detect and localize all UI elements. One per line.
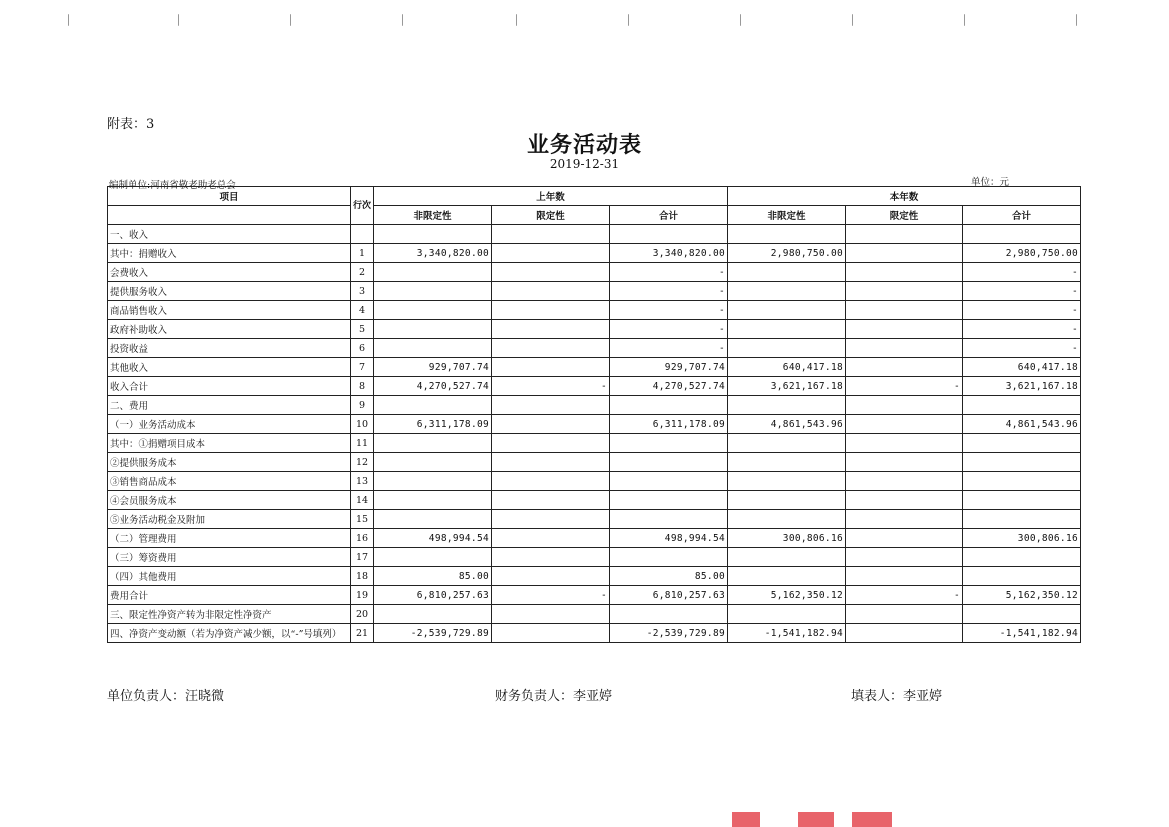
table-row <box>108 415 1081 434</box>
cell-prev-restricted <box>492 491 610 510</box>
table-row <box>108 339 1081 358</box>
row-line-no: 12 <box>351 453 374 472</box>
cell-cur-restricted <box>846 320 963 339</box>
cell-prev-total: -2,539,729.89 <box>610 624 728 643</box>
cell-cur-total <box>963 548 1081 567</box>
cell-prev-total: 6,311,178.09 <box>610 415 728 434</box>
cell-cur-restricted <box>846 605 963 624</box>
header-prev-total: 合计 <box>610 206 728 225</box>
table-row <box>108 491 1081 510</box>
cell-cur-unrestricted <box>728 434 846 453</box>
table-row <box>108 567 1081 586</box>
table-row <box>108 605 1081 624</box>
cell-prev-unrestricted: 3,340,820.00 <box>374 244 492 263</box>
table-row <box>108 301 1081 320</box>
cell-prev-total: 929,707.74 <box>610 358 728 377</box>
cell-prev-total: - <box>610 320 728 339</box>
cell-cur-unrestricted: 3,621,167.18 <box>728 377 846 396</box>
cell-prev-total: 85.00 <box>610 567 728 586</box>
cell-prev-total <box>610 605 728 624</box>
cell-prev-total: 498,994.54 <box>610 529 728 548</box>
cell-cur-unrestricted <box>728 263 846 282</box>
cell-cur-unrestricted <box>728 548 846 567</box>
table-row <box>108 263 1081 282</box>
row-item-label: 提供服务收入 <box>108 282 351 301</box>
row-item-label: 政府补助收入 <box>108 320 351 339</box>
cell-cur-restricted <box>846 472 963 491</box>
cell-prev-total: - <box>610 301 728 320</box>
cell-cur-unrestricted <box>728 396 846 415</box>
header-prev-restricted: 限定性 <box>492 206 610 225</box>
cell-prev-restricted <box>492 320 610 339</box>
row-item-label: （四）其他费用 <box>108 567 351 586</box>
table-row <box>108 529 1081 548</box>
table-row <box>108 548 1081 567</box>
unit-label: 单位：元 <box>971 177 1010 188</box>
cell-prev-unrestricted: 929,707.74 <box>374 358 492 377</box>
cell-cur-total: -1,541,182.94 <box>963 624 1081 643</box>
row-item-label: 费用合计 <box>108 586 351 605</box>
cell-prev-restricted <box>492 244 610 263</box>
header-cur-unrestricted: 非限定性 <box>728 206 846 225</box>
header-prev-unrestricted: 非限定性 <box>374 206 492 225</box>
binder-mark <box>178 14 181 26</box>
row-item-label: 收入合计 <box>108 377 351 396</box>
cell-cur-restricted <box>846 453 963 472</box>
header-prev-year: 上年数 <box>374 187 728 206</box>
cell-prev-unrestricted <box>374 396 492 415</box>
cell-prev-total <box>610 225 728 244</box>
cell-prev-restricted <box>492 225 610 244</box>
cell-prev-restricted <box>492 529 610 548</box>
cell-prev-unrestricted <box>374 301 492 320</box>
cell-prev-unrestricted <box>374 434 492 453</box>
binder-mark <box>290 14 293 26</box>
cell-cur-total <box>963 225 1081 244</box>
row-item-label: ②提供服务成本 <box>108 453 351 472</box>
cell-prev-unrestricted: 6,311,178.09 <box>374 415 492 434</box>
row-item-label: 其中：①捐赠项目成本 <box>108 434 351 453</box>
document-title: 业务活动表 <box>526 132 642 158</box>
row-item-label: （一）业务活动成本 <box>108 415 351 434</box>
cell-cur-unrestricted <box>728 567 846 586</box>
cell-cur-total <box>963 605 1081 624</box>
cell-cur-unrestricted: 2,980,750.00 <box>728 244 846 263</box>
cell-cur-restricted <box>846 529 963 548</box>
cell-cur-unrestricted: 5,162,350.12 <box>728 586 846 605</box>
cell-cur-total: - <box>963 339 1081 358</box>
cell-prev-restricted <box>492 472 610 491</box>
cell-cur-restricted: - <box>846 586 963 605</box>
cell-cur-total: 3,621,167.18 <box>963 377 1081 396</box>
cell-cur-unrestricted <box>728 301 846 320</box>
header-line-no: 行次 <box>351 187 374 225</box>
cell-cur-total: 2,980,750.00 <box>963 244 1081 263</box>
cell-cur-total: - <box>963 263 1081 282</box>
cell-prev-restricted <box>492 434 610 453</box>
row-line-no: 7 <box>351 358 374 377</box>
red-stamp-fragment <box>852 812 892 827</box>
row-item-label: ④会员服务成本 <box>108 491 351 510</box>
cell-prev-unrestricted <box>374 339 492 358</box>
binder-mark <box>1076 14 1079 26</box>
header-row-2 <box>108 206 1081 225</box>
row-item-label: ③销售商品成本 <box>108 472 351 491</box>
row-item-label: ⑤业务活动税金及附加 <box>108 510 351 529</box>
cell-prev-restricted <box>492 358 610 377</box>
row-line-no: 10 <box>351 415 374 434</box>
row-line-no: 19 <box>351 586 374 605</box>
cell-prev-restricted <box>492 510 610 529</box>
cell-prev-unrestricted <box>374 282 492 301</box>
unit-head-signature: 单位负责人：汪晓微 <box>107 689 225 704</box>
cell-prev-restricted <box>492 396 610 415</box>
cell-cur-restricted <box>846 548 963 567</box>
row-item-label: 其他收入 <box>108 358 351 377</box>
cell-cur-restricted <box>846 358 963 377</box>
binder-hole-marks <box>0 14 1169 34</box>
org-label: 编制单位:河南省敬老助老总会 <box>109 180 236 191</box>
cell-cur-total: 300,806.16 <box>963 529 1081 548</box>
header-cur-year: 本年数 <box>728 187 1081 206</box>
row-line-no: 20 <box>351 605 374 624</box>
row-item-label: 三、限定性净资产转为非限定性净资产 <box>108 605 351 624</box>
table-row <box>108 624 1081 643</box>
row-line-no: 21 <box>351 624 374 643</box>
cell-cur-total: 5,162,350.12 <box>963 586 1081 605</box>
cell-cur-restricted <box>846 244 963 263</box>
cell-cur-unrestricted <box>728 282 846 301</box>
row-item-label: 四、净资产变动额（若为净资产减少额，以“-”号填列） <box>108 624 351 643</box>
red-stamp-fragment <box>798 812 834 827</box>
cell-prev-unrestricted <box>374 510 492 529</box>
row-line-no <box>351 225 374 244</box>
cell-prev-unrestricted: -2,539,729.89 <box>374 624 492 643</box>
binder-mark <box>628 14 631 26</box>
cell-cur-restricted <box>846 339 963 358</box>
header-item: 项目 <box>108 187 351 206</box>
cell-prev-restricted <box>492 301 610 320</box>
cell-prev-restricted <box>492 339 610 358</box>
header-cur-total: 合计 <box>963 206 1081 225</box>
cell-prev-total: - <box>610 282 728 301</box>
cell-prev-unrestricted: 85.00 <box>374 567 492 586</box>
row-line-no: 16 <box>351 529 374 548</box>
row-line-no: 17 <box>351 548 374 567</box>
cell-prev-unrestricted <box>374 225 492 244</box>
cell-prev-unrestricted <box>374 605 492 624</box>
binder-mark <box>740 14 743 26</box>
cell-prev-unrestricted <box>374 548 492 567</box>
table-row <box>108 396 1081 415</box>
cell-prev-restricted <box>492 567 610 586</box>
row-line-no: 15 <box>351 510 374 529</box>
cell-prev-unrestricted <box>374 320 492 339</box>
cell-cur-restricted <box>846 225 963 244</box>
finance-head-signature: 财务负责人：李亚婷 <box>495 689 613 704</box>
activity-report-table <box>107 186 1081 643</box>
cell-prev-total <box>610 548 728 567</box>
header-cur-restricted: 限定性 <box>846 206 963 225</box>
cell-cur-unrestricted: -1,541,182.94 <box>728 624 846 643</box>
cell-cur-unrestricted <box>728 605 846 624</box>
binder-mark <box>964 14 967 26</box>
cell-cur-restricted <box>846 567 963 586</box>
row-line-no: 11 <box>351 434 374 453</box>
row-line-no: 14 <box>351 491 374 510</box>
cell-cur-total: - <box>963 282 1081 301</box>
cell-cur-restricted <box>846 510 963 529</box>
cell-cur-restricted <box>846 282 963 301</box>
row-item-label: （三）筹资费用 <box>108 548 351 567</box>
cell-prev-unrestricted <box>374 453 492 472</box>
row-line-no: 13 <box>351 472 374 491</box>
cell-cur-restricted <box>846 491 963 510</box>
cell-prev-restricted <box>492 282 610 301</box>
cell-prev-unrestricted <box>374 491 492 510</box>
table-row <box>108 358 1081 377</box>
table-row <box>108 434 1081 453</box>
cell-prev-total <box>610 472 728 491</box>
cell-cur-unrestricted: 640,417.18 <box>728 358 846 377</box>
table-row <box>108 320 1081 339</box>
cell-prev-total: - <box>610 339 728 358</box>
cell-prev-restricted <box>492 548 610 567</box>
cell-prev-restricted <box>492 263 610 282</box>
cell-cur-restricted <box>846 624 963 643</box>
row-line-no: 5 <box>351 320 374 339</box>
binder-mark <box>852 14 855 26</box>
row-item-label: 一、收入 <box>108 225 351 244</box>
row-line-no: 2 <box>351 263 374 282</box>
cell-prev-restricted: - <box>492 586 610 605</box>
row-item-label: 会费收入 <box>108 263 351 282</box>
cell-prev-restricted <box>492 624 610 643</box>
cell-prev-total <box>610 491 728 510</box>
row-line-no: 9 <box>351 396 374 415</box>
header-row-1 <box>108 187 1081 206</box>
row-line-no: 3 <box>351 282 374 301</box>
cell-prev-total <box>610 510 728 529</box>
table-row <box>108 586 1081 605</box>
cell-prev-restricted <box>492 453 610 472</box>
cell-prev-total <box>610 453 728 472</box>
cell-prev-unrestricted <box>374 263 492 282</box>
cell-prev-unrestricted: 498,994.54 <box>374 529 492 548</box>
table-row <box>108 244 1081 263</box>
cell-cur-total: 640,417.18 <box>963 358 1081 377</box>
header-item-blank <box>108 206 351 225</box>
table-row <box>108 453 1081 472</box>
cell-prev-restricted <box>492 605 610 624</box>
cell-prev-total: 4,270,527.74 <box>610 377 728 396</box>
table-row <box>108 225 1081 244</box>
row-item-label: 二、费用 <box>108 396 351 415</box>
report-body <box>108 225 1081 643</box>
cell-prev-unrestricted <box>374 472 492 491</box>
cell-prev-restricted <box>492 415 610 434</box>
cell-cur-unrestricted <box>728 320 846 339</box>
cell-cur-restricted: - <box>846 377 963 396</box>
row-line-no: 1 <box>351 244 374 263</box>
cell-cur-restricted <box>846 301 963 320</box>
cell-cur-total: - <box>963 301 1081 320</box>
cell-prev-total <box>610 434 728 453</box>
row-line-no: 8 <box>351 377 374 396</box>
cell-cur-unrestricted <box>728 339 846 358</box>
cell-cur-unrestricted <box>728 453 846 472</box>
cell-cur-total <box>963 567 1081 586</box>
row-line-no: 18 <box>351 567 374 586</box>
row-line-no: 4 <box>351 301 374 320</box>
cell-cur-total: - <box>963 320 1081 339</box>
cell-prev-unrestricted: 4,270,527.74 <box>374 377 492 396</box>
cell-prev-total: 3,340,820.00 <box>610 244 728 263</box>
cell-cur-total <box>963 453 1081 472</box>
binder-mark <box>402 14 405 26</box>
table-row <box>108 510 1081 529</box>
binder-mark <box>68 14 71 26</box>
cell-prev-unrestricted: 6,810,257.63 <box>374 586 492 605</box>
document-date: 2019-12-31 <box>549 157 620 171</box>
cell-cur-unrestricted <box>728 472 846 491</box>
row-item-label: 商品销售收入 <box>108 301 351 320</box>
red-stamp-fragment <box>732 812 760 827</box>
row-line-no: 6 <box>351 339 374 358</box>
cell-cur-unrestricted <box>728 491 846 510</box>
cell-cur-total <box>963 472 1081 491</box>
cell-cur-restricted <box>846 415 963 434</box>
attachment-label: 附表：3 <box>107 117 155 132</box>
table-row <box>108 377 1081 396</box>
cell-cur-unrestricted <box>728 225 846 244</box>
cell-prev-total: 6,810,257.63 <box>610 586 728 605</box>
cell-cur-restricted <box>846 263 963 282</box>
cell-cur-total <box>963 491 1081 510</box>
cell-prev-total: - <box>610 263 728 282</box>
row-item-label: 其中：捐赠收入 <box>108 244 351 263</box>
cell-cur-restricted <box>846 434 963 453</box>
cell-cur-restricted <box>846 396 963 415</box>
cell-prev-restricted: - <box>492 377 610 396</box>
cell-cur-unrestricted <box>728 510 846 529</box>
cell-cur-total <box>963 510 1081 529</box>
cell-cur-unrestricted: 300,806.16 <box>728 529 846 548</box>
binder-mark <box>516 14 519 26</box>
table-row <box>108 472 1081 491</box>
cell-cur-total <box>963 434 1081 453</box>
row-item-label: （二）管理费用 <box>108 529 351 548</box>
cell-cur-unrestricted: 4,861,543.96 <box>728 415 846 434</box>
row-item-label: 投资收益 <box>108 339 351 358</box>
cell-cur-total: 4,861,543.96 <box>963 415 1081 434</box>
cell-cur-total <box>963 396 1081 415</box>
table-row <box>108 282 1081 301</box>
cell-prev-total <box>610 396 728 415</box>
preparer-signature: 填表人：李亚婷 <box>851 689 943 704</box>
